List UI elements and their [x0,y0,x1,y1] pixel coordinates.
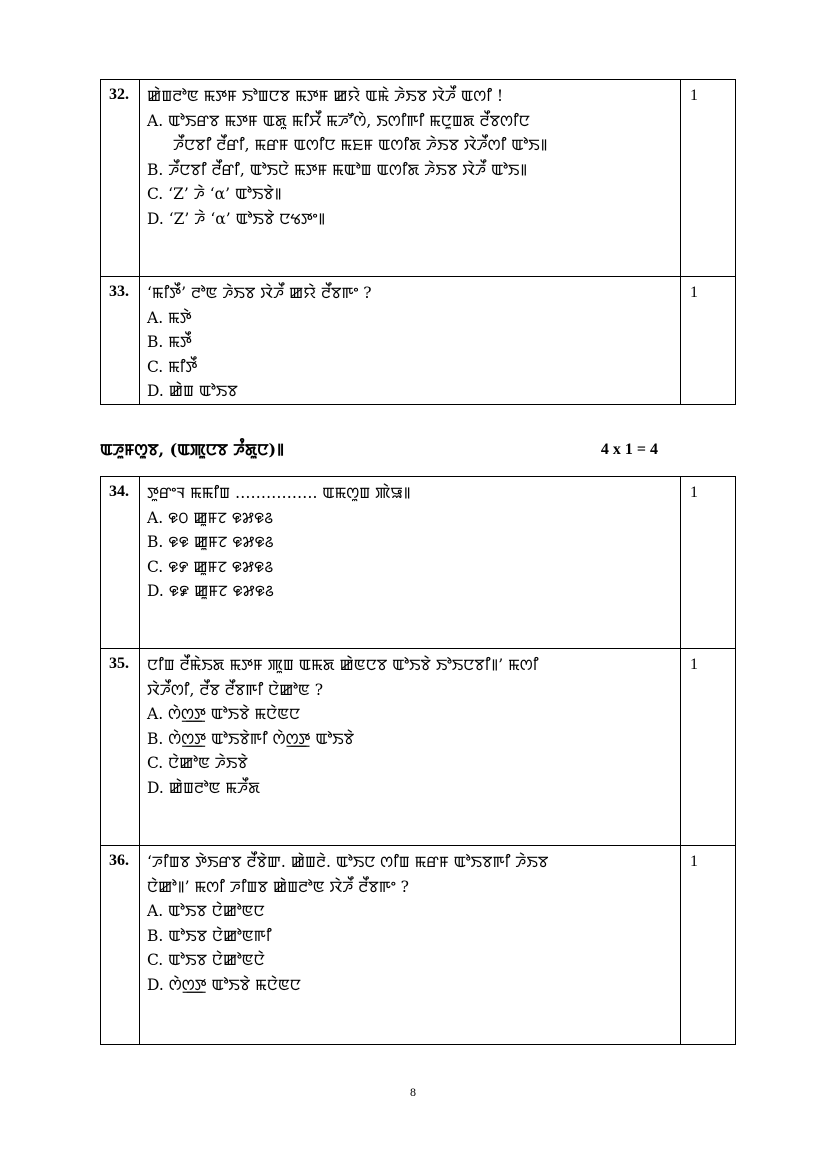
option-b: B. ꯶꯶ ꯀꯨꯝꯖ ꯶꯷꯶꯴ [147,533,274,551]
page-number: 8 [410,1085,416,1099]
section-title: ꯑꯍꯨꯝꯁꯨꯕ, (ꯑꯄꯨꯅꯕ ꯍꯪꯗꯨꯅ)꯫ [100,440,285,459]
question-stem: ꯅꯤꯡ ꯂꯩꯃꯥꯏꯗ ꯃꯇꯝ ꯄꯨꯡ ꯑꯃꯗ ꯀꯥꯟꯅꯕ ꯑꯣꯏꯕꯥ ꯏꯣꯏꯅꯕꯤ꯫’ ꯃꯁꯤ [147,656,539,674]
option-d: D. ‘Z’ ꯍꯥ ‘α’ ꯑꯣꯏꯕꯥ ꯅꯠꯇꯦ꯫ [147,209,326,228]
option-c: C. ‘Z’ ꯍꯥ ‘α’ ꯑꯣꯏꯕꯥ꯫ [147,185,282,203]
question-stem: ꯀꯥꯡꯂꯣꯟ ꯃꯇꯝ ꯏꯣꯡꯅꯕ ꯃꯇꯝ ꯀꯌꯥ ꯑꯃꯥ ꯍꯥꯏꯕ ꯋꯥꯍꯩ ꯑꯁꯤ ! [147,87,504,105]
question-body [140,277,681,405]
question-stem: ‘ꯃꯤꯇꯩ’ ꯂꯣꯟ ꯍꯥꯏꯕ ꯋꯥꯍꯩ ꯀꯌꯥ ꯂꯩꯕꯒꯦ ? [147,284,372,302]
option-a: A. ꯑꯣꯏꯕ ꯅꯥꯀꯣꯟꯅ [147,902,265,920]
option-c: C. ꯅꯥꯀꯣꯟ ꯍꯥꯏꯕꯥ [147,754,248,772]
question-row [101,649,736,846]
option-c: C. ꯃꯤꯇꯩ [147,357,198,376]
option-b: B. ꯑꯣꯏꯕ ꯅꯥꯀꯣꯟꯒꯤ [147,926,272,945]
option-a: A. ꯑꯣꯏꯔꯕ ꯃꯇꯝ ꯑꯗꯨ ꯃꯤꯆꯩ ꯃꯍꯧꯁꯥ, ꯏꯁꯤꯒꯤ ꯃꯅꯨꯡꯗ ꯂꯩꯕꯁꯤꯅ [147,111,530,130]
question-body [140,477,681,649]
question-body [140,649,681,846]
question-body [140,846,681,1045]
section-score: 4 x 1 = 4 [600,441,658,458]
option-d: D. ꯁꯥꯁ꯭ꯇ ꯑꯣꯏꯕꯥ ꯃꯅꯥꯟꯅ [147,975,301,994]
option-a-continued: ꯍꯩꯅꯕꯤ ꯂꯩꯔꯤ, ꯃꯔꯝ ꯑꯁꯤꯅ ꯃꯐꯝ ꯑꯁꯤꯗ ꯍꯥꯏꯕ ꯋꯥꯍꯩꯁꯤ ꯑꯣꯏ꯫ [173,136,548,154]
question-marks: 1 [681,846,736,1045]
question-marks: 1 [681,649,736,846]
question-marks: 1 [681,477,736,649]
option-b: B. ꯍꯩꯅꯕꯤ ꯂꯩꯔꯤ, ꯑꯣꯏꯅꯥ ꯃꯇꯝ ꯃꯑꯣꯡ ꯑꯁꯤꯗ ꯍꯥꯏꯕ ꯋꯥꯍꯩ ꯑꯣꯏ꯫ [147,160,528,179]
option-a: A. ꯶꯰ ꯀꯨꯝꯖ ꯶꯷꯶꯴ [147,508,274,527]
question-marks: 1 [681,80,736,277]
question-number: 32. [101,80,140,277]
question-number: 34. [101,477,140,649]
question-marks: 1 [681,277,736,405]
question-row [101,477,736,649]
question-stem: ‘ꯍꯤꯡꯕ ꯇꯥꯏꯔꯕ ꯂꯩꯕꯥꯛ. ꯀꯥꯡꯂꯥ. ꯑꯣꯏꯅ ꯁꯤꯡ ꯃꯔꯝ ꯑꯣꯏꯕꯒꯤ ꯍꯥꯏꯕ [147,853,549,871]
option-d: D. ꯀꯥꯡ ꯑꯣꯏꯕ [147,382,238,400]
option-a: A. ꯁꯥꯁ꯭ꯇ ꯑꯣꯏꯕꯥ ꯃꯅꯥꯟꯅ [147,705,301,723]
question-stem-continued: ꯅꯥꯀꯣ꯫’ ꯃꯁꯤ ꯍꯤꯡꯕ ꯀꯥꯡꯂꯣꯟ ꯋꯥꯍꯩ ꯂꯩꯕꯒꯦ ? [147,877,409,896]
question-row [101,277,736,405]
question-stem: ꯇꯨꯔꯦꯜ ꯃꯃꯤꯡ ……………. ꯑꯃꯁꯨꯡ ꯄꯥꯎ꯫ [147,484,411,502]
option-c: C. ꯶꯸ ꯀꯨꯝꯖ ꯶꯷꯶꯴ [147,557,274,576]
question-row [101,846,736,1045]
question-number: 36. [101,846,140,1045]
option-a: A. ꯃꯇꯥ [147,308,192,327]
question-stem-continued: ꯋꯥꯍꯩꯁꯤ, ꯂꯩꯕ ꯂꯩꯕꯒꯤ ꯅꯥꯀꯣꯟ ? [147,680,324,699]
section-heading [100,438,660,462]
option-d: D. ꯀꯥꯡꯂꯣꯟ ꯃꯍꯩꯗ [147,778,260,797]
question-number: 35. [101,649,140,846]
option-c: C. ꯑꯣꯏꯕ ꯅꯥꯀꯣꯟꯅꯥ [147,951,265,969]
question-number: 33. [101,277,140,405]
option-d: D. ꯶꯹ ꯀꯨꯝꯖ ꯶꯷꯶꯴ [147,582,274,600]
question-row [101,80,736,277]
question-body [140,80,681,277]
option-b: B. ꯁꯥꯁ꯭ꯇ ꯑꯣꯏꯕꯥꯒꯤ ꯁꯥꯁ꯭ꯇ ꯑꯣꯏꯕꯥ [147,729,355,748]
question-table-1 [100,79,736,405]
question-table-2 [100,476,736,1045]
option-b: B. ꯃꯇꯩ [147,333,192,351]
